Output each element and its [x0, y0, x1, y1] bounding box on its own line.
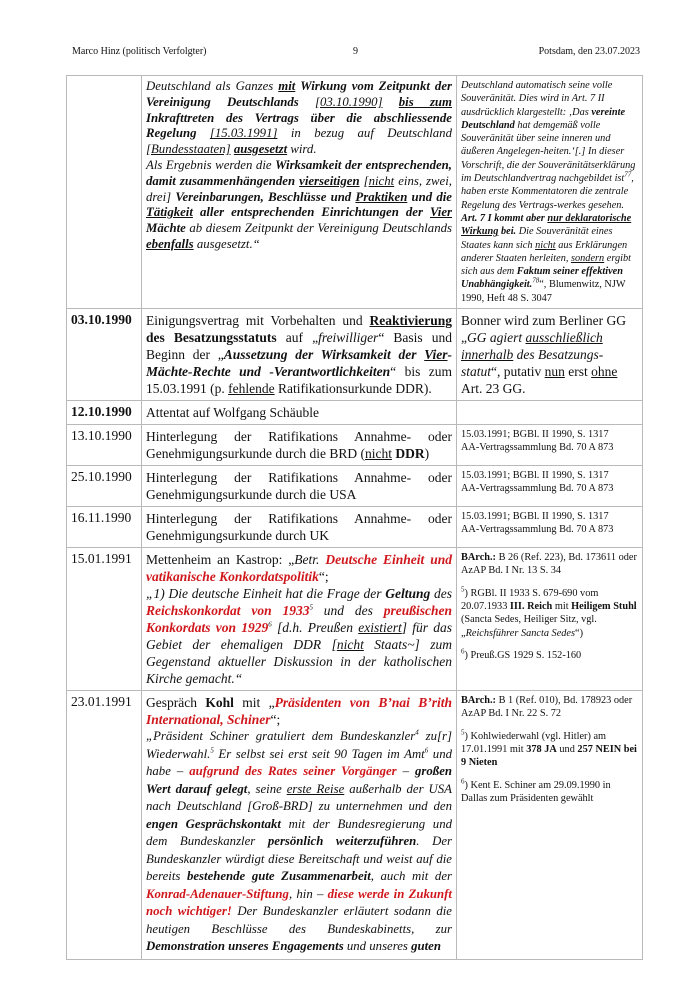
- date-cell: 13.10.1990: [67, 425, 142, 466]
- table-row: [67, 548, 643, 691]
- table-row: [67, 76, 643, 309]
- note-line: AA-Vertragssammlung Bd. 70 A 873: [461, 483, 614, 495]
- event-cell: Hinterlegung der Ratifikations Annahme- oder Genehmigungsurkunde durch die BRD (nicht DDR): [142, 425, 457, 466]
- note-cell: [457, 425, 643, 466]
- table-row: [67, 507, 643, 548]
- note-cell: [457, 466, 643, 507]
- note-cell: Deutschland automatisch seine volle Souveränität. Dies wird in Art. 7 II ausdrücklich klargestellt: ‚Das vereinte Deutschland hat demgemäß volle Souveränität über seine inneren und äußeren Angelegen-heiten.‘[.] In dieser Vorschrift, die der Souveränitätserklärung im Deutschlandvertrag nachgebildet ist$^{77}$, haben erste Kommentatoren die zentrale Regelung des Vertrags-werkes gesehen. Art. 7 I kommt aber nur deklaratorische Wirkung bei. Die Souveränität eines Staates kann sich nicht aus Erklärungen anderer Staaten herleiten, sondern ergibt sich aus dem Faktum seiner effektiven Unabhängigkeit.$^{78}$“, Blumenwitz, NJW 1990, Heft 48 S. 3047: [457, 76, 643, 309]
- event-cell: Einigungsvertrag mit Vorbehalten und Reaktivierung des Besatzungsstatuts auf „freiwilliger“ Basis und Beginn der „Aussetzung der Wirksamkeit der Vier-Mächte-Rechte und -Verantwortlichkeiten“ bis zum 15.03.1991 (p. fehlende Ratifikationsurkunde DDR).: [142, 309, 457, 401]
- header-page-number: 9: [353, 46, 358, 57]
- event-cell: Gespräch Kohl mit „Präsidenten von B’nai B’rith International, Schiner“; „Präsident Schiner gratuliert dem Bundeskanzler$^4$ zu[r] Wiederwahl.$^5$ Er selbst sei erst seit 90 Tagen im Amt$^6$ und habe – aufgrund des Rates seiner Vorgänger – großen Wert darauf gelegt, seine erste Reise außerhalb der USA nach Deutschland [Groß-BRD] zu unternehmen und den engen Gesprächskontakt mit der Bundesregierung und dem Bundeskanzler persönlich weiterzuführen. Der Bundeskanzler würdigt diese Bereitschaft und weist auf die bereits bestehende gute Zusammenarbeit, auch mit der Konrad-Adenauer-Stiftung, hin – diese werde in Zukunft noch wichtiger! Der Bundeskanzler erläutert sodann die heutigen Beschlüsse des Bundeskabinetts, zur Demonstration unseres Engagements und unseres guten: [142, 691, 457, 960]
- date-cell: 03.10.1990: [67, 309, 142, 401]
- page-header: [72, 46, 640, 62]
- note-line: $^5$) Kohlwiederwahl (vgl. Hitler) am 17.01.1991 mit 378 JA und 257 NEIN bei 9 Nieten: [461, 728, 637, 769]
- event-cell: Hinterlegung der Ratifikations Annahme- oder Genehmigungsurkunde durch die USA: [142, 466, 457, 507]
- event-cell: Attentat auf Wolfgang Schäuble: [142, 401, 457, 425]
- note-line: BArch.: B 1 (Ref. 010), Bd. 178923 oder AzAP Bd. I Nr. 22 S. 72: [461, 695, 633, 720]
- event-cell: Hinterlegung der Ratifikations Annahme- oder Genehmigungsurkunde durch UK: [142, 507, 457, 548]
- date-cell: 23.01.1991: [67, 691, 142, 960]
- date-cell: 12.10.1990: [67, 401, 142, 425]
- quote-paragraph: Deutschland als Ganzes mit Wirkung vom Zeitpunkt der Vereinigung Deutschlands [03.10.1990] bis zum Inkrafttreten des Vertrags über die abschliessende Regelung [15.03.1991] in bezug auf Deutschland [Bundesstaaten] ausgesetzt wird.: [146, 79, 452, 157]
- note-line: $^5$) RGBl. II 1933 S. 679-690 vom 20.07.1933 III. Reich mit Heiligem Stuhl (Sancta Sedes, Heiliger Sitz, vgl. „Reichsführer Sancta Sedes“): [461, 585, 637, 639]
- note-line: 15.03.1991; BGBl. II 1990, S. 1317: [461, 470, 609, 482]
- note-cell: [457, 507, 643, 548]
- header-place-date: Potsdam, den 23.07.2023: [538, 46, 640, 57]
- note-line: 15.03.1991; BGBl. II 1990, S. 1317: [461, 511, 609, 523]
- note-cell: [457, 548, 643, 691]
- table-row: [67, 691, 643, 960]
- event-cell: Mettenheim an Kastrop: „Betr. Deutsche Einheit und vatikanische Konkordatspolitik“; „1) Die deutsche Einheit hat die Frage der Geltung des Reichskonkordat von 1933$^5$ und des preußischen Konkordats von 1929$^6$ [d.h. Preußen existiert] für das Gebiet der ehemaligen DDR [nicht Staats~] zum Gegenstand aktueller Diskussion in der katholischen Kirche gemacht.“: [142, 548, 457, 691]
- date-cell: [67, 76, 142, 309]
- chronology-table: [66, 75, 643, 960]
- note-line: AA-Vertragssammlung Bd. 70 A 873: [461, 524, 614, 536]
- note-cell: [457, 691, 643, 960]
- quote-paragraph: Als Ergebnis werden die Wirksamkeit der entsprechenden, damit zusammenhängenden vierseitigen [nicht eins, zwei, drei] Vereinbarungen, Beschlüsse und Praktiken und die Tätigkeit aller entsprechenden Einrichtungen der Vier Mächte ab diesem Zeitpunkt der Vereinigung Deutschlands ebenfalls ausgesetzt.“: [146, 157, 452, 251]
- note-line: 15.03.1991; BGBl. II 1990, S. 1317: [461, 429, 609, 441]
- note-line: $^6$) Kent E. Schiner am 29.09.1990 in Dallas zum Präsidenten gewählt: [461, 777, 611, 804]
- note-line: $^6$) Preuß.GS 1929 S. 152-160: [461, 647, 582, 661]
- event-cell: [142, 76, 457, 309]
- note-cell: Bonner wird zum Berliner GG „GG agiert ausschließlich innerhalb des Besatzungs-statut“, putativ nun erst ohne Art. 23 GG.: [457, 309, 643, 401]
- header-author: Marco Hinz (politisch Verfolgter): [72, 46, 207, 57]
- table-row: [67, 309, 643, 401]
- table-row: [67, 466, 643, 507]
- date-cell: 25.10.1990: [67, 466, 142, 507]
- date-cell: 15.01.1991: [67, 548, 142, 691]
- table-row: [67, 425, 643, 466]
- note-line: AA-Vertragssammlung Bd. 70 A 873: [461, 442, 614, 454]
- note-line: BArch.: B 26 (Ref. 223), Bd. 173611 oder AzAP Bd. I Nr. 13 S. 34: [461, 552, 637, 577]
- date-cell: 16.11.1990: [67, 507, 142, 548]
- table-row: [67, 401, 643, 425]
- note-cell: [457, 401, 643, 425]
